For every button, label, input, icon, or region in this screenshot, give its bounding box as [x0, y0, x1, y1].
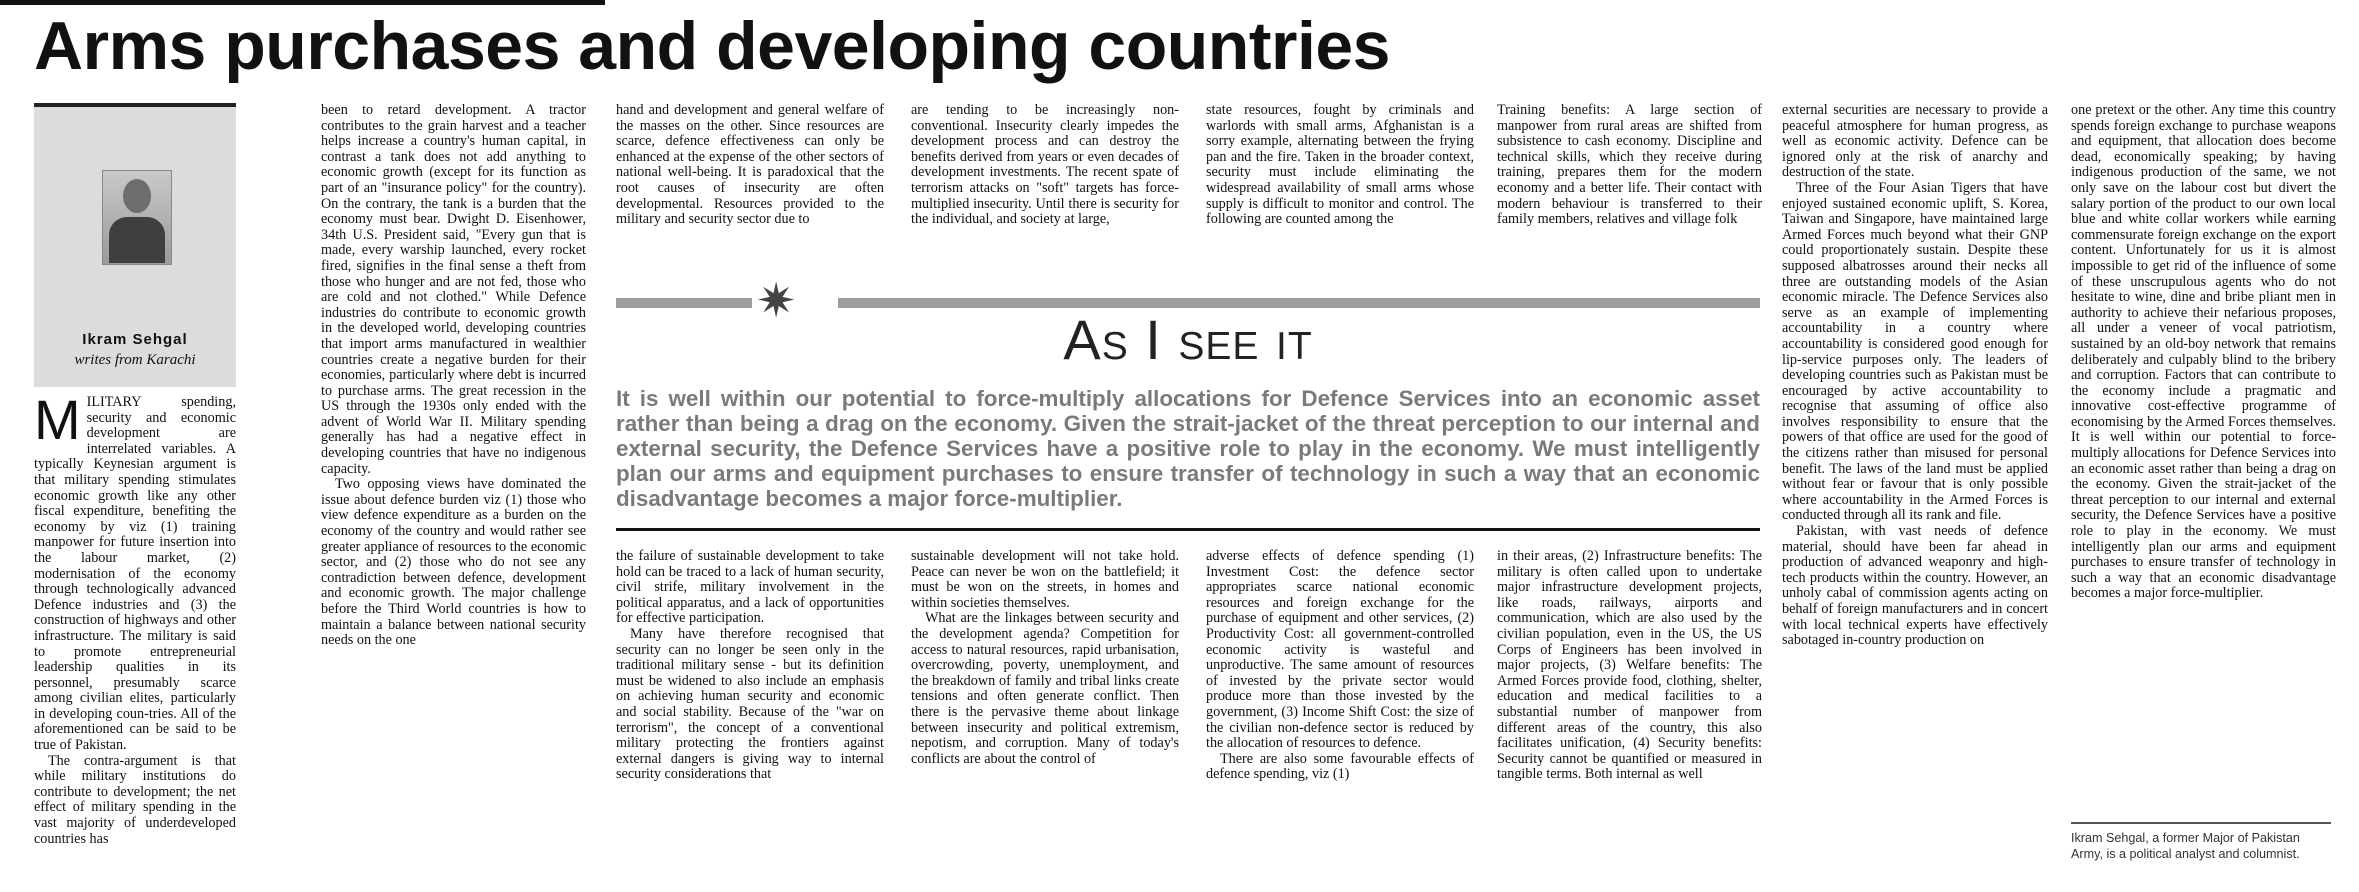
author-name: Ikram Sehgal	[82, 331, 188, 348]
paragraph: Two opposing views have dominated the issue about defence burden viz (1) those who view defence expenditure as a burden on the economy of the country and would rather see greater appliance of resources to the economic sector, and (2) those who do not see any contradiction between defence, development and economic growth. The major challenge before the Third World countries is how to maintain a balance between national security needs on the one	[321, 476, 586, 649]
heading-bar-right	[838, 298, 1760, 308]
paragraph: Training benefits: A large section of manpower from rural areas are shifted from subsistence to cash economy. Discipline and technical skills, which they receive during training, prepares them for the modern economy and a better life. Their contact with modern behaviour is transferred to their family members, relatives and village folk	[1497, 103, 1762, 228]
paragraph: the failure of sustainable development to take hold can be traced to a lack of human security, civil strife, military involvement in the political apparatus, and a lack of opportunities for effective participation.	[616, 549, 884, 627]
author-photo	[102, 170, 172, 265]
starburst-icon: ✷	[756, 275, 797, 328]
section-heading: As I see it	[1063, 308, 1313, 371]
paragraph: What are the linkages between security and the development agenda? Competition for access to natural resources, rapid urbanisation, overcrowding, poverty, unemployment, and the breakdown of family and tribal links create tensions and often generate conflict. Then there is the pervasive theme about linkage between insecurity and political extremism, nepotism, and corruption. Many of today's conflicts are about the control of	[911, 610, 1179, 767]
column-3-top	[616, 103, 884, 263]
paragraph: Pakistan, with vast needs of defence material, should have been far ahead in production of advanced weaponry and high-tech products within the country. However, an unholy cabal of commission agents acting on behalf of foreign manufacturers and in concert with local technical experts have effectively sabotaged in-country production on	[1782, 523, 2048, 649]
column-4-top	[911, 103, 1179, 263]
drop-cap: M	[34, 395, 81, 451]
author-location: writes from Karachi	[74, 352, 196, 368]
column-5-bottom	[1206, 549, 1474, 878]
paragraph: sustainable development will not take hold. Peace can never be won on the battlefield; it must be won on the streets, in homes and within societies themselves.	[911, 549, 1179, 611]
paragraph: state resources, fought by criminals and warlords with small arms, Afghanistan is a sorry example, alternating between the frying pan and the fire. Taken in the broader context, security must include eliminating the widespread availability of small arms whose supply is difficult to monitor and control. The following are counted among the	[1206, 103, 1474, 228]
author-bio: Ikram Sehgal, a former Major of Pakistan Army, is a political analyst and columnist.	[2071, 822, 2331, 862]
column-4-bottom	[911, 549, 1179, 878]
paragraph: There are also some favourable effects of defence spending, viz (1)	[1206, 750, 1474, 783]
paragraph: adverse effects of defence spending (1) Investment Cost: the defence sector appropriates scarce national economic resources and foreign exchange for the purchase of equipment and other services, (2) Productivity Cost: all government-controlled economic activity is wasteful and unproductive. The same amount of resources of invested by the private sector would produce more than those invested by the government, (3) Income Shift Cost: the size of the civilian non-defence sector is reduced by the allocation of resources to defence.	[1206, 549, 1474, 752]
portrait-body-icon	[109, 217, 165, 263]
column-2	[321, 103, 586, 878]
byline-box	[34, 103, 236, 387]
paragraph: MILITARY spending, security and economic development are interrelated variables. A typically Keynesian argument is that military spending stimulates economic growth like any other fiscal expenditure, benefiting the economy by viz (1) training manpower for future insertion into the labour market, (2) modernisation of the economy through technologically advanced Defence industries and (3) the construction of highways and other infrastructure. The military is said to promote entrepreneurial leadership qualities in its personnel, presumably scarce among civilian elites, particularly in developing coun-tries. All of the aforementioned can be said to be true of Pakistan.	[34, 395, 236, 754]
headline: Arms purchases and developing countries	[34, 8, 1390, 84]
column-8	[2071, 103, 2336, 813]
portrait-head-icon	[123, 179, 151, 213]
column-7	[1782, 103, 2048, 878]
paragraph: hand and development and general welfare of the masses on the other. Since resources are scarce, defence effectiveness can only be enhanced at the expense of the other sectors of national well-being. It is paradoxical that the root causes of insecurity are often developmental. Resources provided to the military and security sector due to	[616, 103, 884, 228]
pull-quote-rule	[616, 528, 1760, 531]
column-5-top	[1206, 103, 1474, 263]
top-rule	[0, 0, 605, 5]
heading-bar-left	[616, 298, 752, 308]
paragraph: been to retard development. A tractor contributes to the grain harvest and a teacher helps increase a country's human capital, in contrast a tank does not add anything to economic growth (except for its function as part of an "insurance policy" for the country). On the contrary, the tank is a burden that the economy must bear. Dwight D. Eisenhower, 34th U.S. President said, "Every gun that is made, every warship launched, every rocket fired, signifies in the final sense a theft from those who hunger and are not fed, those who are cold and not clothed." While Defence industries do contribute to economic growth in the developed world, developing countries that import arms manufactured in wealthier countries create a negative burden for their economies, particularly where debt is incurred to purchase arms. The great recession in the US through the 1930s only ended with the advent of World War II. Military spending generally has had a negative effect in developing countries that have no indigenous capacity.	[321, 103, 586, 477]
column-1	[34, 395, 236, 875]
pull-quote-box	[616, 264, 1760, 536]
paragraph: Three of the Four Asian Tigers that have enjoyed sustained economic uplift, S. Korea, Taiwan and Singapore, have maintained large Armed Forces much beyond what their GNP could proportionately sustain. Despite these supposed albatrosses around their necks all three are outstanding models of the Asian economic miracle. The Defence Services also serve as an example of implementing accountability in a country where accountability is considered good enough for lip-service purposes only. The leaders of developing countries such as Pakistan must be encouraged by active accountability to recognise that assuming of office also involves responsibility to ensure that the powers of that office are used for the good of the citizens rather than misused for personal benefit. The laws of the land must be applied without fear or favour that is only possible where accountability in the Armed Forces is conducted through all its rank and file.	[1782, 179, 2048, 524]
paragraph: external securities are necessary to provide a peaceful atmosphere for human progress, as well as economic activity. Defence can be ignored only at the risk of anarchy and destruction of the state.	[1782, 103, 2048, 181]
column-6-bottom	[1497, 549, 1762, 878]
paragraph: one pretext or the other. Any time this country spends foreign exchange to purchase weapons and equipment, that allocation does become dead, economically speaking; by having indigenous production of the same, we not only save on the labour cost but divert the salary portion of the product to our own local blue and white collar workers while earning commensurate foreign exchange on the export content. Unfortunately for us it is almost impossible to get rid of the influence of some of these unscrupulous agents who do not hesitate to wine, dine and bribe pliant men in authority to achieve their nefarious proposes, all under a veneer of vocal patriotism, sustained by an old-boy network that remains deliberately and culpably blind to the bribery and corruption. Factors that can contribute to the economy include a pragmatic and innovative cost-effective programme of economising by the Armed Forces themselves. It is well within our potential to force-multiply allocations for Defence Services into an economic asset rather than being a drag on the economy. Given the strait-jacket of the threat perception to our internal and external security, the Defence Services have a positive role to play in the economy. We must intelligently plan our arms and equipment purchases to ensure transfer of technology in such a way that an economic disadvantage becomes a major force-multiplier.	[2071, 103, 2336, 602]
paragraph: are tending to be increasingly non-conventional. Insecurity clearly impedes the development process and can destroy the benefits derived from years or even decades of development investments. The recent spate of terrorism attacks on "soft" targets has force-multiplied insecurity. Until there is security for the individual, and society at large,	[911, 103, 1179, 228]
column-6-top	[1497, 103, 1762, 263]
paragraph: The contra-argument is that while military institutions do contribute to development; the net effect of military spending in the vast majority of underdeveloped countries has	[34, 752, 236, 847]
pull-quote: It is well within our potential to force-multiply allocations for Defence Services into an economic asset rather than being a drag on the economy. Given the strait-jacket of the threat perception to our internal and external security, the Defence Services have a positive role to play in the economy. We must intelligently plan our arms and equipment purchases to ensure transfer of technology in such a way that an economic disadvantage becomes a major force-multiplier.	[616, 386, 1760, 511]
column-3-bottom	[616, 549, 884, 878]
paragraph: Many have therefore recognised that security can no longer be seen only in the traditional military sense - but its definition must be widened to also include an emphasis on achieving human security and economic and social stability. Because of the "war on terrorism", the concept of a conventional military protecting the frontiers against external dangers is giving way to internal security considerations that	[616, 625, 884, 783]
paragraph: in their areas, (2) Infrastructure benefits: The military is often called upon to undertake major infrastructure development projects, like roads, railways, airports and communication, which are also used by the civilian population, even in the US, the US Corps of Engineers has been involved in major projects, (3) Welfare benefits: The Armed Forces provide food, clothing, shelter, education and medical facilities to a substantial number of manpower from different areas of the country, this also facilitates unification, (4) Security benefits: Security cannot be quantified or measured in tangible terms. Both internal as well	[1497, 549, 1762, 783]
